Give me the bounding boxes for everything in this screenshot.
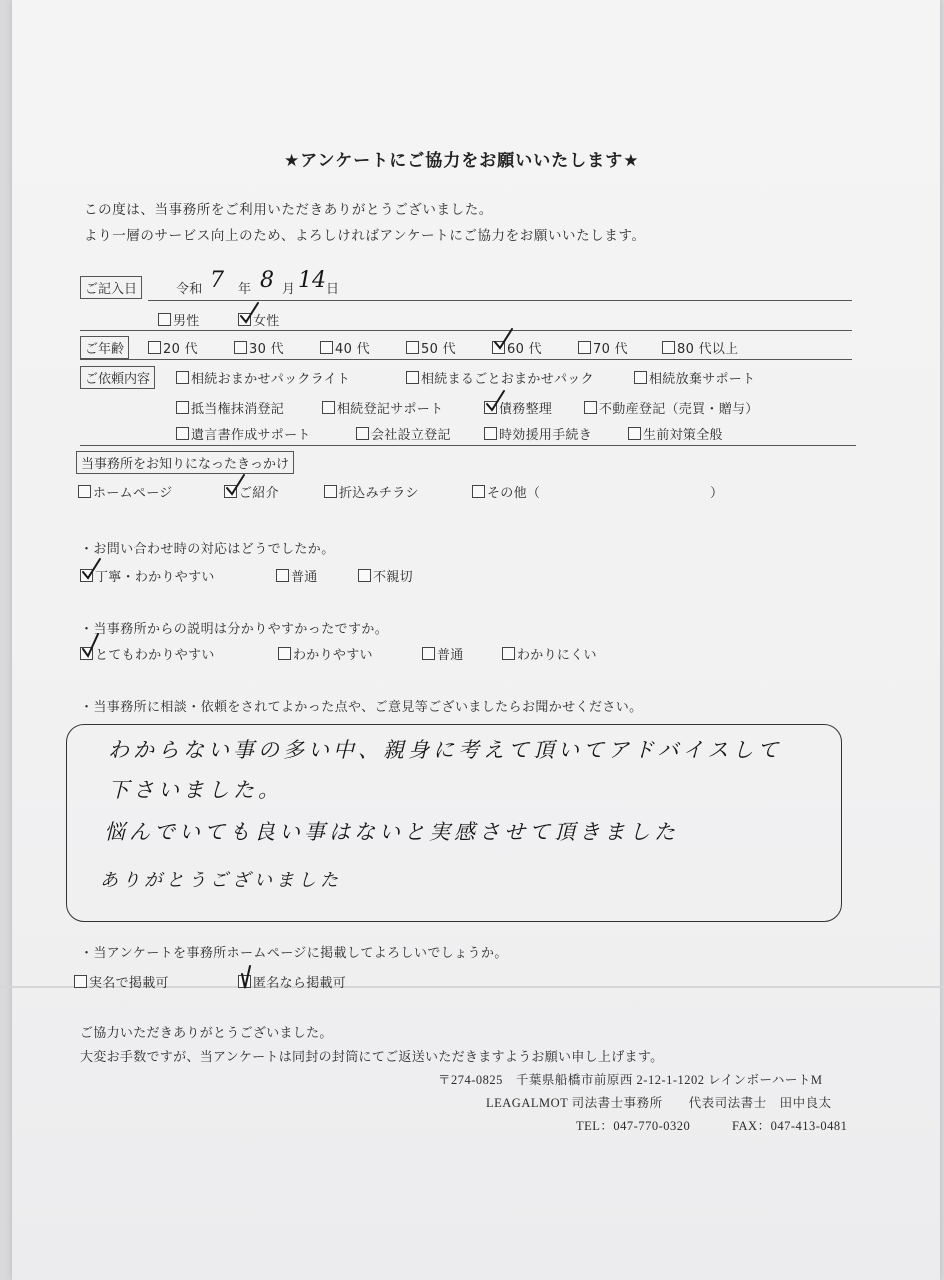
date-era: 令和 [176,282,203,297]
request-option[interactable] [634,368,755,387]
age-80-plus-label: 80 代以上 [677,342,739,357]
q1-normal-label: 普通 [291,570,318,585]
check-mark-icon [482,388,512,414]
footer-address: 〒274-0825 千葉県船橋市前原西 2-12-1-1202 レインボーハートM [438,1073,823,1087]
age-50[interactable] [406,338,456,357]
checkbox[interactable] [502,647,515,660]
request-option-label: 債務整理 [499,402,553,417]
checkbox[interactable] [176,371,189,384]
q1-normal[interactable] [276,566,318,585]
checkbox[interactable] [176,427,189,440]
checkbox[interactable] [406,341,419,354]
check-mark-icon [236,300,266,326]
q2-normal-label: 普通 [437,648,464,663]
request-option[interactable] [406,368,594,387]
checkbox[interactable] [74,975,87,988]
gender-female-label: 女性 [253,314,280,329]
check-mark-icon [78,556,108,582]
request-option-label: 相続放棄サポート [649,372,756,387]
q2-unclear[interactable] [502,644,597,663]
source-other[interactable] [472,482,540,501]
request-option-label: 会社設立登記 [371,428,451,443]
checkbox[interactable] [422,647,435,660]
age-80-plus[interactable] [662,338,738,357]
checkbox[interactable] [628,427,641,440]
checkbox[interactable] [356,427,369,440]
date-month[interactable]: 8 [260,268,278,293]
comment-line-4: ありがとうございました [100,870,342,891]
request-option[interactable] [176,368,350,387]
survey-title: ★アンケートにご協力をお願いいたします★ [284,151,640,171]
q2-clear[interactable] [278,644,373,663]
request-option[interactable] [176,424,311,443]
date-year[interactable]: 7 [210,268,228,293]
age-rule [80,359,852,360]
source-flyer-label: 折込みチラシ [339,486,419,501]
request-option[interactable] [356,424,451,443]
gender-rule [80,330,852,331]
checkbox[interactable] [176,401,189,414]
q1-unkind-label: 不親切 [373,570,413,585]
request-option-label: 生前対策全般 [643,428,723,443]
checkbox[interactable] [324,485,337,498]
checkbox[interactable] [320,341,333,354]
checkbox[interactable] [278,647,291,660]
request-option[interactable] [628,424,723,443]
date-month-unit: 月 [282,282,296,297]
date-day-unit: 日 [326,282,340,297]
checkbox[interactable] [358,569,371,582]
comment-line-2: 下さいました。 [108,778,283,802]
source-homepage-label: ホームページ [93,486,173,501]
age-70-label: 70 代 [593,342,628,357]
comment-line-1: わからない事の多い中、親身に考えて頂いてアドバイスして [108,738,783,762]
q1-unkind[interactable] [358,566,413,585]
age-60-label: 60 代 [507,342,542,357]
q4-anonymous-label: 匿名なら掲載可 [253,976,347,991]
age-30[interactable] [234,338,284,357]
age-30-label: 30 代 [249,342,284,357]
source-label: 当事務所をお知りになったきっかけ [76,451,294,474]
q2-unclear-label: わかりにくい [517,648,597,663]
request-option-label: 時効援用手続き [499,428,593,443]
source-other-close: ） [710,486,724,501]
date-year-unit: 年 [238,282,252,297]
source-referral-label: ご紹介 [239,486,279,501]
footer-office: LEAGALMOT 司法書士事務所 代表司法書士 田中良太 [486,1096,832,1110]
checkbox[interactable] [234,341,247,354]
request-option[interactable] [584,398,759,417]
checkbox[interactable] [78,485,91,498]
gender-male[interactable] [158,310,200,329]
gender-male-label: 男性 [173,314,200,329]
q4-question: ・当アンケートを事務所ホームページに掲載してよろしいでしょうか。 [80,946,508,961]
checkbox[interactable] [578,341,591,354]
request-option-label: 抵当権抹消登記 [191,402,285,417]
q4-real-name[interactable] [74,972,169,991]
date-day[interactable]: 14 [298,268,326,293]
request-option-label: 相続登記サポート [337,402,444,417]
q1-polite-label: 丁寧・わかりやすい [95,570,215,585]
checkbox[interactable] [158,313,171,326]
checkbox[interactable] [472,485,485,498]
q3-question: ・当事務所に相談・依頼をされてよかった点や、ご意見等ございましたらお聞かせください。 [80,700,643,715]
request-option-label: 遺言書作成サポート [191,428,311,443]
request-option[interactable] [176,398,284,417]
q1-question: ・お問い合わせ時の対応はどうでしたか。 [80,542,335,557]
q2-question: ・当事務所からの説明は分かりやすかったですか。 [80,622,389,637]
checkbox[interactable] [322,401,335,414]
q2-normal[interactable] [422,644,464,663]
request-rule [80,445,856,446]
check-mark-icon [236,964,266,992]
footer-fax: FAX：047-413-0481 [732,1119,848,1133]
age-40[interactable] [320,338,370,357]
checkbox[interactable] [662,341,675,354]
checkbox[interactable] [484,427,497,440]
intro-line-1: この度は、当事務所をご利用いただきありがとうございました。 [84,202,493,218]
age-20-label: 20 代 [163,342,198,357]
age-label: ご年齢 [80,336,129,359]
age-20[interactable] [148,338,198,357]
request-option[interactable] [484,424,592,443]
request-option-label: 不動産登記（売買・贈与） [599,402,759,417]
request-option-label: 相続おまかせパックライト [191,372,351,387]
q2-clear-label: わかりやすい [293,648,373,663]
age-40-label: 40 代 [335,342,370,357]
intro-line-2: より一層のサービス向上のため、よろしければアンケートにご協力をお願いいたします。 [84,228,646,244]
check-mark-icon [78,632,108,660]
check-mark-icon [222,472,252,498]
comment-line-3: 悩んでいても良い事はないと実感させて頂きました [104,820,679,844]
source-other-label: その他（ [487,486,541,501]
request-option[interactable] [322,398,443,417]
source-homepage[interactable] [78,482,173,501]
check-mark-icon [490,326,520,352]
checkbox[interactable] [276,569,289,582]
request-label: ご依頼内容 [80,366,155,389]
age-50-label: 50 代 [421,342,456,357]
footer-note: 大変お手数ですが、当アンケートは同封の封筒にてご返送いただきますようお願い申し上げます。 [80,1050,664,1065]
checkbox[interactable] [148,341,161,354]
footer-tel: TEL：047-770-0320 [576,1119,691,1133]
checkbox[interactable] [634,371,647,384]
request-option-label: 相続まるごとおまかせパック [421,372,594,387]
q2-very-clear-label: とてもわかりやすい [95,648,215,663]
survey-sheet [12,0,940,1280]
checkbox[interactable] [406,371,419,384]
source-flyer[interactable] [324,482,419,501]
footer-thanks: ご協力いただきありがとうございました。 [80,1026,333,1041]
q4-real-name-label: 実名で掲載可 [89,976,169,991]
age-70[interactable] [578,338,628,357]
date-label: ご記入日 [80,276,142,299]
checkbox[interactable] [584,401,597,414]
